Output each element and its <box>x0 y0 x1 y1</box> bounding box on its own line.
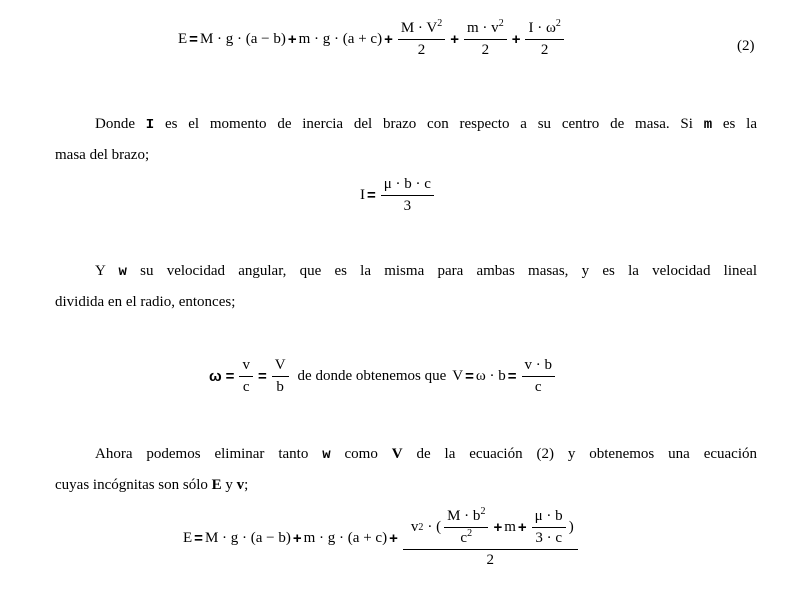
p1-symbol-I: I <box>145 117 155 133</box>
eqF-term1: M · g · (a − b) <box>204 530 291 546</box>
eq2-frac1-num: M · V <box>400 20 438 36</box>
eq2-frac1-exp: 2 <box>437 18 443 29</box>
eqI-lhs: I <box>360 187 365 203</box>
paragraph-1-line-2: masa del brazo; <box>55 147 150 163</box>
eqF-v: v <box>410 519 419 535</box>
p3-text-f: ; <box>244 477 249 493</box>
eq2-plus1: + <box>287 31 297 48</box>
eqF-plus1: + <box>292 530 302 547</box>
eqO-product: ω · b <box>475 368 506 384</box>
paragraph-3-line-1 <box>55 439 757 470</box>
eqO-frac-2 <box>272 357 289 396</box>
eq2-frac1 <box>398 20 445 59</box>
eq2-plus2: + <box>384 31 393 48</box>
eqF-in1-num-exp: 2 <box>480 506 486 517</box>
p3-symbol-V: V <box>391 446 403 462</box>
p2-symbol-w: w <box>118 264 127 280</box>
p3-text-d: cuyas incógnitas son sólo <box>55 477 212 493</box>
eq2-term2: m · g · (a + c) <box>298 31 383 47</box>
eqO-frac-2-num: V <box>272 357 289 377</box>
eq2-equals: = <box>189 31 198 48</box>
p1-text-b: es el momento de inercia del brazo con respecto a su centro de masa. Si <box>154 116 704 132</box>
equation-inertia <box>360 176 437 215</box>
paragraph-1 <box>55 109 757 170</box>
eqO-frac-3 <box>522 357 556 396</box>
eqF-inner-frac-1 <box>444 508 488 547</box>
p1-text-a: Donde <box>95 116 146 132</box>
eqO-omega: ω <box>209 368 222 385</box>
eq2-frac2-num: m · v <box>467 20 499 36</box>
paragraph-2-line-1 <box>55 256 757 287</box>
p2-text-a: Y <box>95 263 119 279</box>
eq2-frac3 <box>525 20 563 59</box>
eqF-in1-num: M · b <box>447 508 481 524</box>
p3-text-a: Ahora podemos eliminar tanto <box>95 446 323 462</box>
p3-text-c: de la ecuación (2) y obtenemos una ecuación <box>402 446 757 462</box>
p3-symbol-w: w <box>322 447 331 463</box>
p3-symbol-v: v <box>236 477 245 493</box>
p1-text-c: es la <box>712 116 757 132</box>
eq2-frac2-den: 2 <box>481 42 490 58</box>
eq2-frac3-exp: 2 <box>555 18 561 29</box>
eq2-frac3-num: I · ω <box>528 20 556 36</box>
p3-symbol-E: E <box>211 477 222 493</box>
eqF-in1-den-exp: 2 <box>467 528 473 539</box>
p3-text-e: y <box>221 477 237 493</box>
eqO-frac-3-num: v · b <box>522 357 556 377</box>
eqF-plus-in1: + <box>493 519 503 536</box>
eqF-close: ) <box>568 519 574 535</box>
paragraph-3 <box>55 439 757 500</box>
eqF-in2-den: 3 · c <box>535 530 562 546</box>
eqO-frac-1-den: c <box>242 379 250 395</box>
eqO-V: V <box>452 368 464 384</box>
paragraph-3-line-2 <box>55 470 757 500</box>
eqO-frac-3-den: c <box>534 379 542 395</box>
eqF-in1-den: c <box>460 530 468 546</box>
eqF-plus-in2: + <box>517 519 527 536</box>
p3-text-b: como <box>330 446 392 462</box>
eq2-frac2 <box>464 20 507 59</box>
p2-text-b: su velocidad angular, que es la misma para ambas masas, y es la velocidad lineal <box>126 263 757 279</box>
paragraph-2-line-2: dividida en el radio, entonces; <box>55 294 236 310</box>
eqF-in2-num: μ · b <box>532 508 566 528</box>
eqF-term2: m · g · (a + c) <box>303 530 388 546</box>
eqO-equals-3: = <box>465 368 474 385</box>
eqO-equals-1: = <box>225 368 235 385</box>
eq2-plus3: + <box>450 31 460 48</box>
eqO-frac-1 <box>239 357 253 396</box>
eq2-frac1-den: 2 <box>417 42 426 58</box>
eqO-text: de donde obtenemos que <box>297 368 447 384</box>
eqI-num: μ · b · c <box>381 176 434 196</box>
eq2-frac2-exp: 2 <box>498 18 504 29</box>
eqF-equals: = <box>194 530 203 547</box>
equation-2 <box>178 20 567 59</box>
p1-symbol-m: m <box>703 117 713 133</box>
eq2-plus4: + <box>511 31 521 48</box>
eq2-term1: M · g · (a − b) <box>199 31 286 47</box>
eqF-big-frac <box>403 508 578 569</box>
eqO-equals-2: = <box>257 368 267 385</box>
eq2-E: E <box>178 31 188 47</box>
paragraph-1-line-1 <box>55 109 757 140</box>
eqF-plus2: + <box>389 530 398 547</box>
equation-omega <box>207 357 558 396</box>
eq2-frac3-den: 2 <box>540 42 549 58</box>
eqO-frac-2-den: b <box>276 379 284 395</box>
eqI-den: 3 <box>403 198 412 214</box>
eqF-m: m <box>504 519 516 535</box>
eqI-equals: = <box>367 187 376 204</box>
eqF-E: E <box>183 530 193 546</box>
equation-final <box>183 508 581 569</box>
eqF-big-num: v 2 · ( $\frac{M \cdot b^2}{c^2}$ + m + $\frac{\mu \cdot b}{3 \cdot c}$ ) <box>403 508 578 550</box>
eqO-frac-1-num: v <box>239 357 253 377</box>
eqF-dot-open: · ( <box>427 519 442 535</box>
eqF-inner-frac-2 <box>532 508 566 547</box>
paragraph-2 <box>55 256 757 317</box>
eqF-big-den: 2 <box>486 552 495 568</box>
eqO-equals-4: = <box>507 368 517 385</box>
equation-number: (2) <box>737 38 755 54</box>
eqI-frac <box>381 176 434 215</box>
